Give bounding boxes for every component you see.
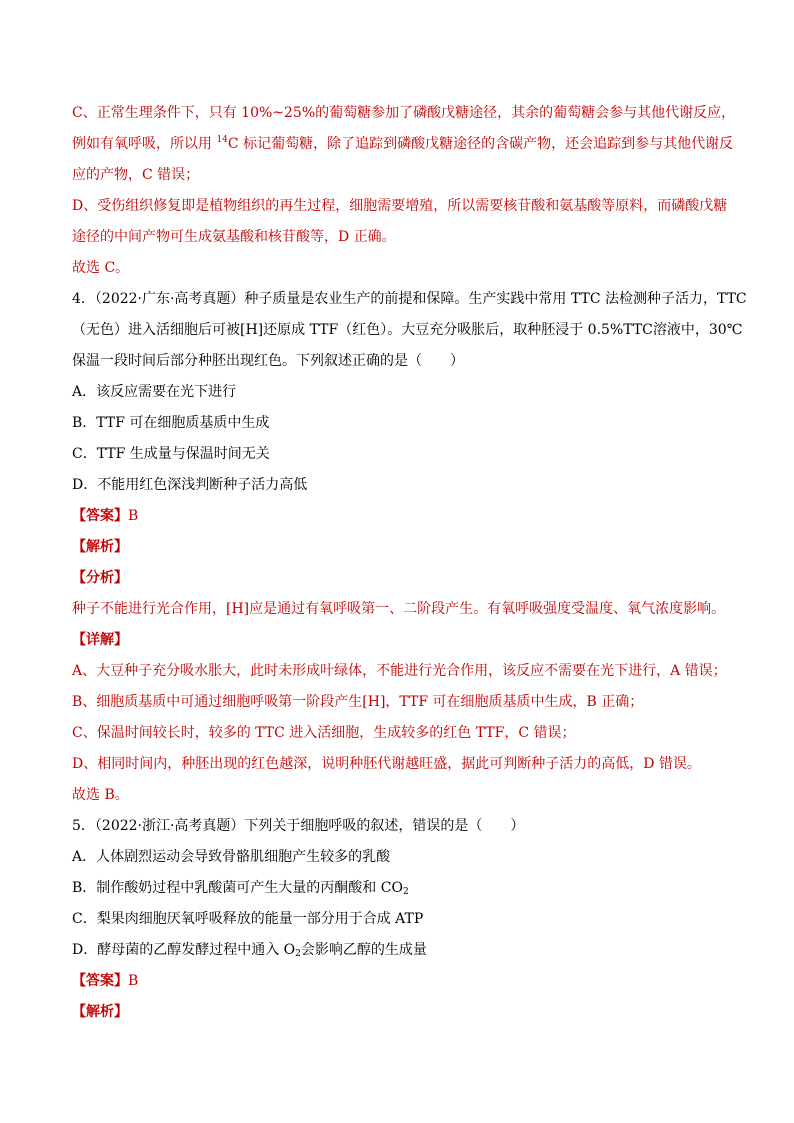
explanation-d-line-2: 途径的中间产物可生成氨基酸和核苷酸等，D 正确。 — [72, 229, 396, 245]
q4-option-d: D．不能用红色深浅判断种子活力高低 — [72, 477, 308, 493]
q5-analysis-label: 【解析】 — [72, 1004, 128, 1020]
explanation-c-line-2-part-a: 例如有氧呼吸，所以用 — [72, 136, 217, 152]
q5-answer — [72, 966, 727, 997]
q5-option-d-part-b: 会影响乙醇的生成量 — [300, 942, 427, 958]
explanation-c-line-3: 应的产物，C 错误； — [72, 167, 200, 183]
q4-option-b: B．TTF 可在细胞质基质中生成 — [72, 415, 270, 431]
q5-option-c: C．梨果肉细胞厌氧呼吸释放的能量一部分用于合成 ATP — [72, 911, 424, 927]
q4-answer — [72, 501, 727, 532]
q4-stem-line-2: （无色）进入活细胞后可被[H]还原成 TTF（红色）。大豆充分吸胀后，取种胚浸于 0.5%TTC溶液中，30℃ — [72, 322, 743, 338]
q5-option-b-text: B．制作酸奶过程中乳酸菌可产生大量的丙酮酸和 CO — [72, 880, 403, 896]
q5-option-a: A．人体剧烈运动会导致骨骼肌细胞产生较多的乳酸 — [72, 849, 391, 865]
q5-option-b — [72, 873, 727, 904]
q5-option-d-part-a: D．酵母菌的乙醇发酵过程中通入 O — [72, 942, 296, 958]
q4-analysis-label: 【解析】 — [72, 539, 128, 555]
q4-detail-b: B、细胞质基质中可通过细胞呼吸第一阶段产生[H]，TTF 可在细胞质基质中生成，B 正确； — [72, 694, 644, 710]
isotope-superscript: 14 — [216, 135, 228, 145]
q4-fenxi-label: 【分析】 — [72, 570, 128, 586]
q5-answer-label: 【答案】 — [72, 973, 128, 989]
q4-conclusion: 故选 B。 — [72, 787, 129, 803]
explanation-c-line-2-part-b: C 标记葡萄糖，除了追踪到磷酸戊糖途径的含碳产物，还会追踪到参与其他代谢反 — [227, 136, 734, 152]
q4-fenxi-text: 种子不能进行光合作用，[H]应是通过有氧呼吸第一、二阶段产生。有氧呼吸强度受温度、氧气浓度影响。 — [72, 601, 726, 617]
q4-answer-value: B — [128, 508, 139, 524]
q4-answer-label: 【答案】 — [72, 508, 128, 524]
explanation-c-line-1: C、正常生理条件下，只有 10%~25%的葡萄糖参加了磷酸戊糖途径，其余的葡萄糖会参与其他代谢反应， — [72, 105, 736, 121]
q4-stem-line-1: 4．（2022·广东·高考真题）种子质量是农业生产的前提和保障。生产实践中常用 TTC 法检测种子活力，TTC — [72, 291, 747, 307]
q4-option-a: A．该反应需要在光下进行 — [72, 384, 237, 400]
q5-option-d-subscript: 2 — [295, 949, 301, 959]
q5-stem: 5．（2022·浙江·高考真题）下列关于细胞呼吸的叙述，错误的是（ ） — [72, 818, 525, 834]
document-page — [72, 98, 747, 1028]
conclusion-q3: 故选 C。 — [72, 260, 130, 276]
q5-answer-value: B — [128, 973, 139, 989]
q5-option-d — [72, 935, 727, 966]
explanation-d-line-1: D、受伤组织修复即是植物组织的再生过程，细胞需要增殖，所以需要核苷酸和氨基酸等原料，而磷酸戊糖 — [72, 198, 728, 214]
q4-option-c: C．TTF 生成量与保温时间无关 — [72, 446, 270, 462]
q4-detail-d: D、相同时间内，种胚出现的红色越深，说明种胚代谢越旺盛，据此可判断种子活力的高低，D 错误。 — [72, 756, 701, 772]
q4-detail-c: C、保温时间较长时，较多的 TTC 进入活细胞，生成较多的红色 TTF，C 错误； — [72, 725, 576, 741]
q4-stem-line-3: 保温一段时间后部分种胚出现红色。下列叙述正确的是（ ） — [72, 353, 464, 369]
q4-detail-label: 【详解】 — [72, 632, 128, 648]
q5-option-b-subscript: 2 — [402, 887, 409, 897]
q4-detail-a: A、大豆种子充分吸水胀大，此时未形成叶绿体，不能进行光合作用，该反应不需要在光下进行，A 错误； — [72, 663, 727, 679]
explanation-c-line-2 — [72, 129, 734, 160]
